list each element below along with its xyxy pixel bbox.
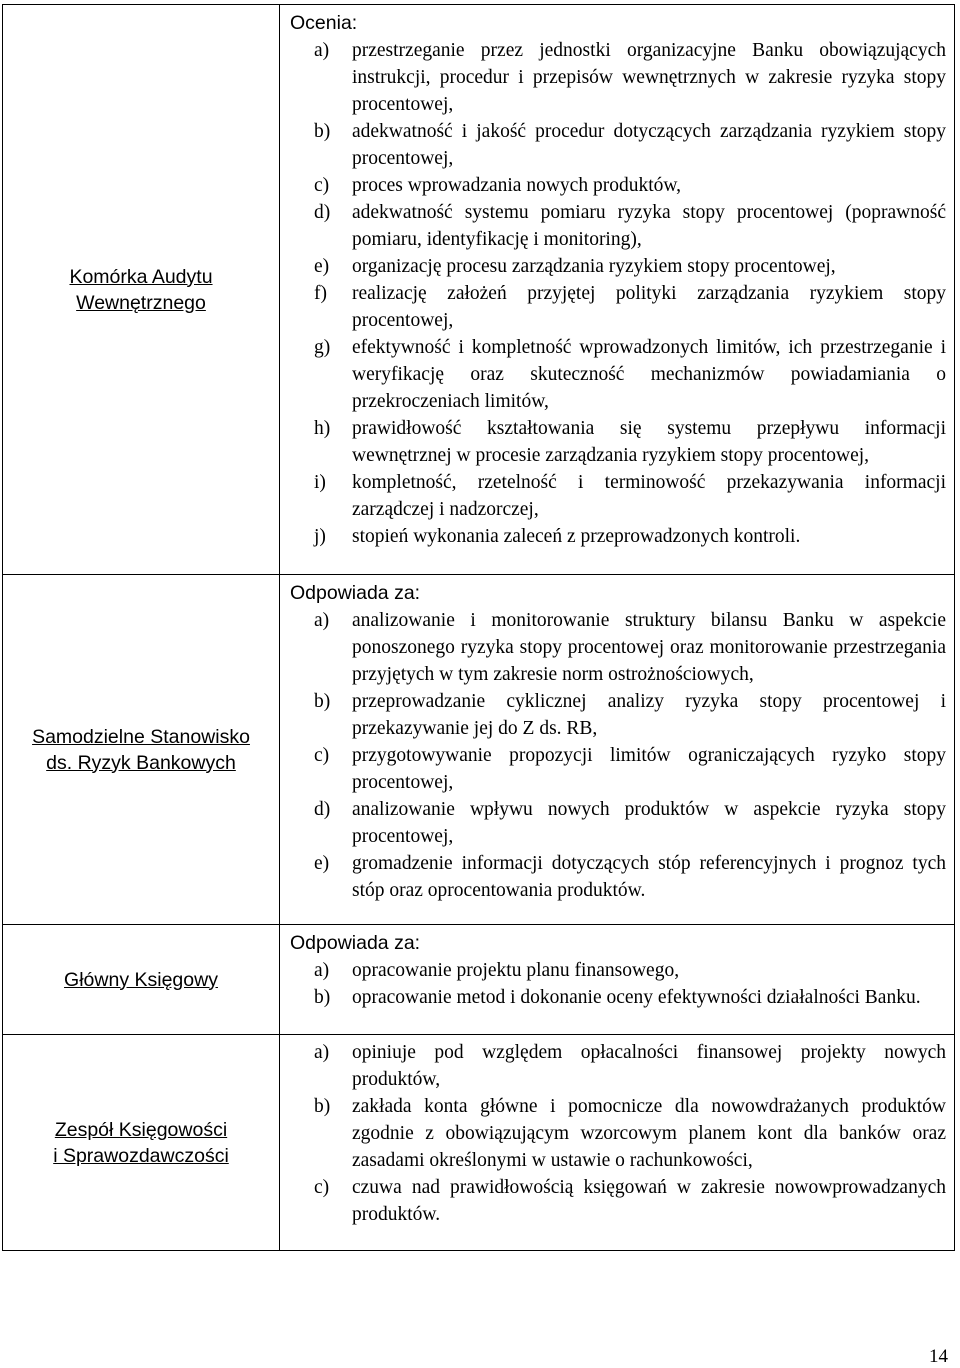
list-item <box>290 415 946 469</box>
duties-cell <box>280 5 955 575</box>
unit-name-chief-accountant: Główny Księgowy <box>64 968 218 991</box>
responsibility-table <box>2 4 955 1251</box>
item-label: b) <box>314 987 331 1008</box>
unit-cell <box>3 925 280 1035</box>
item-label: g) <box>314 337 331 358</box>
item-text: czuwa nad prawidłowością księgowań w zakresie nowowprowadzanych produktów. <box>352 1177 946 1225</box>
duties-cell <box>280 575 955 925</box>
table-row <box>3 575 955 925</box>
item-label: a) <box>314 960 330 981</box>
list-item <box>290 118 946 172</box>
list-item <box>290 850 946 904</box>
list-item <box>290 607 946 688</box>
item-text: opracowanie metod i dokonanie oceny efektywności działalności Banku. <box>352 987 921 1008</box>
duties-list <box>290 607 946 904</box>
item-text: analizowanie wpływu nowych produktów w aspekcie ryzyka stopy procentowej, <box>352 799 946 847</box>
item-text: opiniuje pod względem opłacalności finansowej projekty nowych produktów, <box>352 1042 946 1090</box>
list-item <box>290 199 946 253</box>
item-label: c) <box>314 745 330 766</box>
page-number: 14 <box>929 1346 948 1367</box>
item-label: a) <box>314 1042 330 1063</box>
item-label: d) <box>314 799 331 820</box>
item-label: i) <box>314 472 326 493</box>
item-text: realizację założeń przyjętej polityki zarządzania ryzykiem stopy procentowej, <box>352 283 946 331</box>
item-label: b) <box>314 121 331 142</box>
list-item <box>290 957 946 984</box>
unit-cell <box>3 1035 280 1251</box>
list-item <box>290 469 946 523</box>
item-label: c) <box>314 175 330 196</box>
table-row <box>3 5 955 575</box>
section-header: Ocenia: <box>290 12 358 34</box>
item-text: zakłada konta główne i pomocnicze dla nowowdrażanych produktów zgodnie z obowiązującym wzorcowym planem kont dla banków oraz zasadami określonymi w ustawie o rachunkowości, <box>352 1096 946 1171</box>
item-label: b) <box>314 691 331 712</box>
item-text: gromadzenie informacji dotyczących stóp referencyjnych i prognoz tych stóp oraz oprocentowania produktów. <box>352 853 946 901</box>
list-item <box>290 172 946 199</box>
section-header: Odpowiada za: <box>290 932 421 954</box>
list-item <box>290 688 946 742</box>
list-item <box>290 1174 946 1228</box>
list-item <box>290 523 946 550</box>
unit-cell <box>3 5 280 575</box>
unit-name-risk: Samodzielne Stanowisko ds. Ryzyk Bankowych <box>32 725 250 774</box>
item-label: f) <box>314 283 327 304</box>
item-label: c) <box>314 1177 330 1198</box>
item-label: j) <box>314 526 326 547</box>
item-text: kompletność, rzetelność i terminowość przekazywania informacji zarządczej i nadzorczej, <box>352 472 946 520</box>
item-text: adekwatność systemu pomiaru ryzyka stopy procentowej (poprawność pomiaru, identyfikację i monitoring), <box>352 202 946 250</box>
unit-name-audit: Komórka Audytu Wewnętrznego <box>69 265 213 314</box>
duties-cell <box>280 1035 955 1251</box>
item-label: b) <box>314 1096 331 1117</box>
list-item <box>290 253 946 280</box>
item-text: adekwatność i jakość procedur dotyczących zarządzania ryzykiem stopy procentowej, <box>352 121 946 169</box>
duties-list <box>290 957 946 1011</box>
duties-cell <box>280 925 955 1035</box>
item-text: proces wprowadzania nowych produktów, <box>352 175 682 196</box>
item-label: a) <box>314 40 330 61</box>
item-label: d) <box>314 202 331 223</box>
unit-cell <box>3 575 280 925</box>
unit-name-accounting: Zespół Księgowości i Sprawozdawczości <box>53 1118 229 1167</box>
duties-list <box>290 1039 946 1228</box>
list-item <box>290 984 946 1011</box>
item-label: h) <box>314 418 331 439</box>
item-text: prawidłowość kształtowania się systemu przepływu informacji wewnętrznej w procesie zarządzania ryzykiem stopy procentowej, <box>352 418 946 466</box>
table-row <box>3 925 955 1035</box>
item-text: organizację procesu zarządzania ryzykiem stopy procentowej, <box>352 256 836 277</box>
list-item <box>290 1093 946 1174</box>
item-text: efektywność i kompletność wprowadzonych limitów, ich przestrzeganie i weryfikację oraz skuteczność mechanizmów powiadamiania o przekroczeniach limitów, <box>352 337 946 412</box>
item-label: e) <box>314 853 330 874</box>
item-text: przygotowywanie propozycji limitów ograniczających ryzyko stopy procentowej, <box>352 745 946 793</box>
list-item <box>290 796 946 850</box>
item-text: analizowanie i monitorowanie struktury bilansu Banku w aspekcie ponoszonego ryzyka stopy procentowej oraz monitorowanie przestrzegania przyjętych w tym zakresie norm ostrożnościowych, <box>352 610 946 685</box>
item-label: e) <box>314 256 330 277</box>
section-header: Odpowiada za: <box>290 582 421 604</box>
list-item <box>290 334 946 415</box>
item-label: a) <box>314 610 330 631</box>
table-row <box>3 1035 955 1251</box>
item-text: przestrzeganie przez jednostki organizacyjne Banku obowiązujących instrukcji, procedur i przepisów wewnętrznych w zakresie ryzyka stopy procentowej, <box>352 40 946 115</box>
list-item <box>290 742 946 796</box>
item-text: przeprowadzanie cyklicznej analizy ryzyka stopy procentowej i przekazywanie jej do Z ds. RB, <box>352 691 946 739</box>
item-text: opracowanie projektu planu finansowego, <box>352 960 680 981</box>
item-text: stopień wykonania zaleceń z przeprowadzonych kontroli. <box>352 526 801 547</box>
list-item <box>290 37 946 118</box>
list-item <box>290 280 946 334</box>
duties-list <box>290 37 946 550</box>
list-item <box>290 1039 946 1093</box>
